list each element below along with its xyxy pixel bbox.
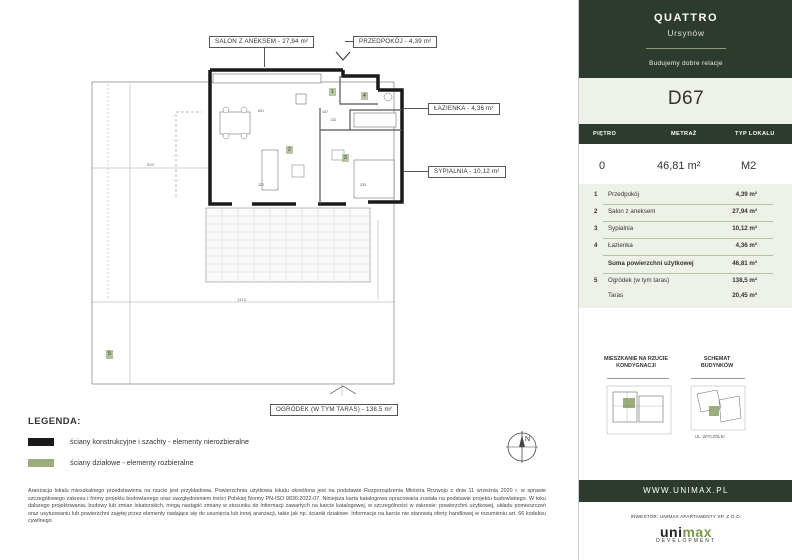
svg-text:N: N: [525, 436, 531, 443]
info-panel: [578, 0, 792, 560]
value-floor: 0: [599, 160, 606, 172]
logo-subtext: DEVELOPMENT: [656, 538, 716, 544]
header-area: METRAŻ: [671, 131, 697, 137]
room-num: 1: [594, 191, 598, 198]
room-num: 2: [594, 208, 598, 215]
tag-przedpokoj: PRZEDPOKÓJ - 4,39 m²: [353, 36, 437, 48]
room-row: [579, 208, 792, 220]
garden-dashed-line: [176, 112, 202, 197]
legend-text: ściany działowe - elementy rozbieralne: [70, 458, 194, 467]
logo-text-a: uni: [659, 524, 683, 540]
bed: [354, 160, 394, 198]
tag-lazienka: ŁAZIENKA - 4,36 m²: [428, 103, 500, 115]
room-number-5: 5: [108, 351, 111, 357]
room-area: 138,5 m²: [732, 277, 757, 284]
leader-line: [404, 171, 428, 172]
street-label: UL. WYCZÓŁKI: [695, 434, 725, 439]
room-num: 4: [594, 242, 598, 249]
room-name: Sypialnia: [608, 225, 634, 232]
total-row: [579, 260, 792, 272]
scheme-building-title: SCHEMAT BUDYNKÓW: [700, 356, 734, 369]
scheme-divider: [691, 378, 745, 379]
sofa: [262, 150, 278, 190]
value-type: M2: [741, 160, 757, 172]
legend-item-partition: [28, 458, 193, 467]
row-divider: [603, 273, 773, 274]
row-divider: [603, 238, 773, 239]
room-num: 5: [594, 277, 598, 284]
dining-table: [220, 112, 250, 134]
summary-header: [579, 124, 792, 144]
brand-title: QUATTRO: [653, 12, 719, 24]
legend-text: ściany konstrukcyjne i szachty - elementy nierozbieralne: [70, 437, 249, 446]
room-area: 20,45 m²: [732, 292, 757, 299]
row-divider: [603, 221, 773, 222]
investor-text: INWESTOR: UNIMAX APARTAMENTY SP. Z O.O.: [630, 514, 742, 519]
row-divider: [603, 255, 773, 256]
scheme-floor-title: MIESZKANIE NA RZUCIE KONDYGNACJI: [604, 356, 668, 369]
leader-line: [404, 108, 428, 109]
tag-sypialnia: SYPIALNIA - 10,12 m²: [428, 166, 506, 178]
brand-divider: [646, 48, 726, 49]
tag-ogrodek: OGRÓDEK (W TYM TARAS) - 138,5 m²: [270, 404, 398, 416]
svg-text:601: 601: [258, 109, 264, 113]
flat-id-box: [579, 78, 792, 124]
room-number-3: 3: [344, 155, 347, 161]
room-row: [579, 225, 792, 237]
room-num: 3: [594, 225, 598, 232]
room-row: [579, 242, 792, 254]
leader-line: [264, 47, 265, 67]
leader-line: [345, 41, 353, 42]
legend-title: LEGENDA:: [28, 416, 81, 427]
building-scheme-map: [689, 384, 747, 432]
room-area: 4,36 m²: [735, 242, 757, 249]
svg-text:322: 322: [258, 183, 264, 187]
logo-text-b: max: [682, 524, 713, 540]
svg-text:529: 529: [147, 162, 154, 167]
total-label: Suma powierzchni użytkowej: [608, 260, 694, 267]
flat-id: D67: [667, 88, 705, 109]
kitchen-counter: [213, 74, 321, 83]
room-name: Łazienka: [608, 242, 633, 249]
room-name: Taras: [608, 292, 624, 299]
scheme-divider: [607, 378, 669, 379]
entry-arrow: [336, 52, 350, 60]
bathtub: [354, 113, 396, 127]
total-area: 46,81 m²: [732, 260, 757, 267]
room-number-4: 4: [363, 93, 366, 99]
row-divider: [603, 204, 773, 205]
header-floor: PIĘTRO: [593, 131, 617, 137]
unimax-logo: [579, 524, 792, 544]
terrace-area: [206, 208, 370, 282]
svg-text:187: 187: [322, 110, 328, 114]
room-name: Przedpokój: [608, 191, 639, 198]
legend-swatch: [28, 459, 54, 467]
room-area: 4,39 m²: [735, 191, 757, 198]
floor-scheme-map: [605, 384, 673, 436]
room-area: 10,12 m²: [732, 225, 757, 232]
garden-arrow: [330, 386, 356, 394]
brand-slogan: Budujemy dobre relacje: [649, 60, 723, 67]
svg-text:133: 133: [330, 118, 336, 122]
room-name: Salon z aneksem: [608, 208, 656, 215]
tag-salon: SALON Z ANEKSEM - 27,94 m²: [209, 36, 314, 48]
disclaimer-text: Aranżacja lokalu mieszkalnego przedstawiona na rzucie jest przykładowa. Powierzchnia użytkowa lokalu określona jest na podstawie Rozporządzenia Ministra Rozwoju z dnia 11 września 2020 r. w sprawie szczegółowego zakresu i formy projektu budowlanego oraz uwzględnieniem treści Polskiej Normy PN-ISO 9836:2022-07. Niniejsza karta katalogowa opracowana została na podstawie projektu budowlanego. W toku dalszego projektowania, budowy lub zmian lokatorskich, mogą nastąpić zmiany w stosunku do informacji zawartych na karcie katalogowej, w szczególności w zakresie: powierzchni użytkowej, układu pomieszczeń oraz usytuowaniu lub powierzchni zajętej przez elementy nadające się do usunięcia lub innej aranżacji, takie jak np. ścianki działowe. Informacje na karcie nie stanowią oferty handlowej w rozumieniu art. 66 kodeksu cywilnego.: [28, 488, 546, 525]
garden-row: [579, 277, 792, 289]
room-area: 27,94 m²: [732, 208, 757, 215]
room-name: Ogródek (w tym taras): [608, 277, 670, 284]
brand-location: Ursynów: [667, 28, 705, 38]
room-number-1: 1: [331, 89, 334, 95]
room-row: [579, 191, 792, 203]
svg-text:1413: 1413: [237, 297, 246, 302]
brand-header: [579, 0, 792, 78]
legend-swatch: [28, 438, 54, 446]
website-link[interactable]: WWW.UNIMAX.PL: [579, 480, 792, 502]
svg-text:333: 333: [360, 183, 366, 187]
summary-values: [579, 144, 792, 184]
rooms-table: [579, 184, 792, 308]
value-area: 46,81 m²: [657, 160, 701, 172]
legend-item-structural: [28, 437, 249, 446]
terrace-row: [579, 292, 792, 304]
room-number-2: 2: [288, 147, 291, 153]
header-type: TYP LOKALU: [735, 131, 775, 137]
compass-icon: [505, 430, 539, 464]
